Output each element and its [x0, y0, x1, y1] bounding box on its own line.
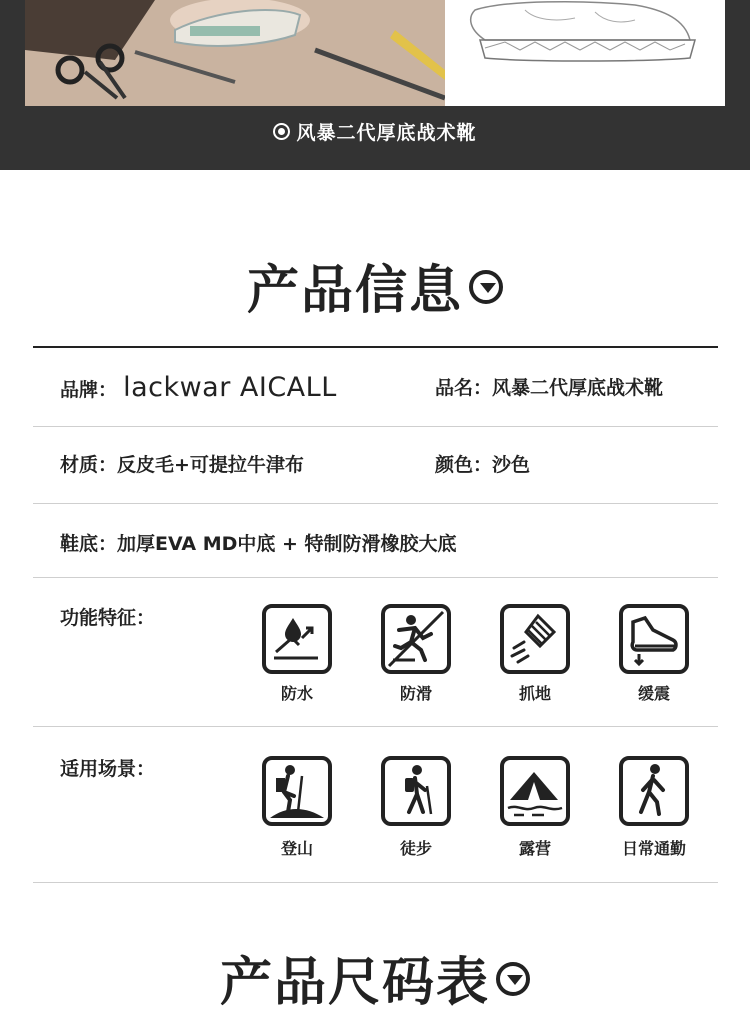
hiking-icon — [381, 756, 451, 826]
divider — [33, 426, 718, 427]
camping-icon — [500, 756, 570, 826]
waterproof-icon — [262, 604, 332, 674]
size-chart-title: 产品尺码表 — [0, 940, 750, 1015]
scenarios-label: 适用场景： — [60, 759, 156, 779]
product-info-title: 产品信息 — [0, 248, 750, 323]
features-label: 功能特征： — [60, 607, 156, 629]
top-banner — [0, 0, 750, 170]
commute-icon — [619, 756, 689, 826]
brand-value: lackwar AICALL — [123, 372, 337, 403]
grip-icon — [500, 604, 570, 674]
cushioning-icon — [619, 604, 689, 674]
banner-caption: 风暴二代厚底战术靴 — [0, 118, 750, 145]
brand-row: 品牌： lackwar AICALL — [60, 372, 337, 403]
material-row: 材质：反皮毛+可提拉牛津布 — [60, 454, 304, 476]
divider — [33, 577, 718, 578]
anti-slip-icon — [381, 604, 451, 674]
divider — [33, 503, 718, 504]
divider — [33, 882, 718, 883]
craftsman-photo — [25, 0, 445, 106]
circle-down-icon — [496, 962, 530, 996]
color-row: 颜色：沙色 — [435, 454, 531, 476]
divider — [33, 726, 718, 727]
divider — [33, 346, 718, 348]
name-row: 品名：风暴二代厚底战术靴 — [435, 377, 664, 399]
mountaineering-icon — [262, 756, 332, 826]
target-icon — [273, 123, 290, 140]
sole-row: 鞋底：加厚EVA MD中底 + 特制防滑橡胶大底 — [60, 533, 457, 555]
circle-down-icon — [469, 270, 503, 304]
shoe-sketch-photo — [445, 0, 725, 106]
